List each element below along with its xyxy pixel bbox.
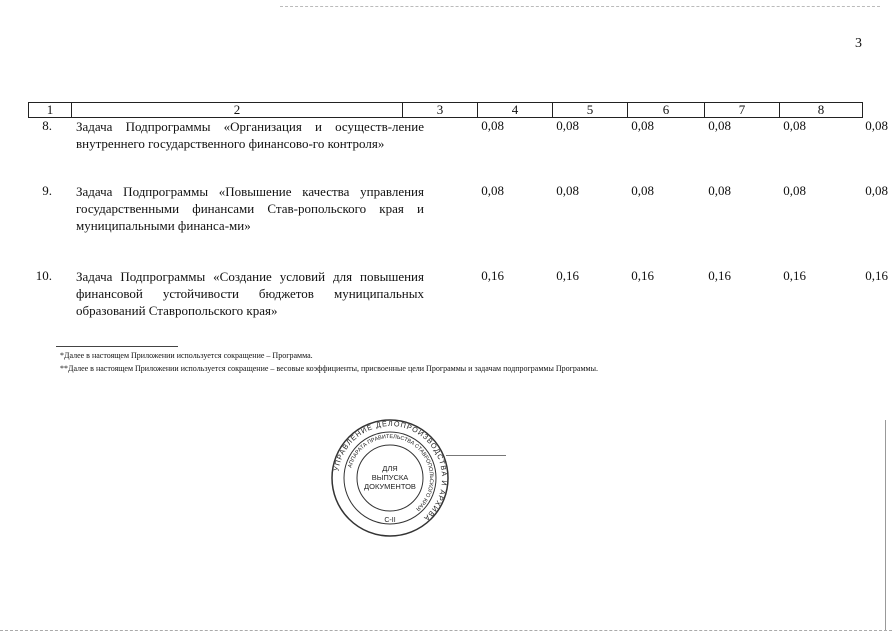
value-col-8: 0,08 bbox=[865, 118, 888, 133]
page-number: 3 bbox=[855, 36, 862, 51]
row-number: 10. bbox=[35, 268, 52, 283]
value-col-7: 0,08 bbox=[783, 118, 806, 133]
header-col-2: 2 bbox=[72, 103, 403, 118]
row-number: 8. bbox=[42, 118, 52, 133]
value-col-5: 0,16 bbox=[631, 268, 654, 283]
scan-edge-right bbox=[885, 420, 886, 630]
header-col-6: 6 bbox=[628, 103, 705, 118]
footnote-divider bbox=[56, 346, 178, 347]
value-col-4: 0,08 bbox=[556, 118, 579, 133]
value-col-8: 0,08 bbox=[865, 183, 888, 198]
row-description: Задача Подпрограммы «Создание условий для повышения финансовой устойчивости бюджетов муниципальных образований Ставропольского края» bbox=[76, 269, 424, 318]
footnotes bbox=[60, 349, 598, 375]
value-col-7: 0,08 bbox=[783, 183, 806, 198]
value-col-3: 0,08 bbox=[481, 118, 504, 133]
value-col-4: 0,08 bbox=[556, 183, 579, 198]
column-number-header bbox=[28, 102, 863, 118]
value-col-5: 0,08 bbox=[631, 183, 654, 198]
stamp-inner-text: АППАРАТА ПРАВИТЕЛЬСТВА СТАВРОПОЛЬСКОГО КРАЯ bbox=[347, 433, 435, 512]
stamp-center-line-3: ДОКУМЕНТОВ bbox=[364, 482, 416, 491]
scan-edge-bottom bbox=[0, 630, 892, 631]
value-col-5: 0,08 bbox=[631, 118, 654, 133]
value-col-7: 0,16 bbox=[783, 268, 806, 283]
header-col-5: 5 bbox=[553, 103, 628, 118]
row-description: Задача Подпрограммы «Организация и осуществ-ление внутреннего государственного финансово-го контроля» bbox=[76, 119, 424, 151]
stamp-outer-text: УПРАВЛЕНИЕ ДЕЛОПРОИЗВОДСТВА И АРХИВА bbox=[331, 418, 450, 524]
value-col-3: 0,16 bbox=[481, 268, 504, 283]
header-col-3: 3 bbox=[403, 103, 478, 118]
value-col-3: 0,08 bbox=[481, 183, 504, 198]
official-stamp bbox=[330, 418, 450, 538]
value-col-6: 0,08 bbox=[708, 118, 731, 133]
stamp-code: С-II bbox=[384, 517, 396, 524]
header-col-7: 7 bbox=[705, 103, 780, 118]
header-col-8: 8 bbox=[780, 103, 863, 118]
footnote-2: **Далее в настоящем Приложении используется сокращение – весовые коэффициенты, присвоенные цели Программы и задачам подпрограммы Программы. bbox=[60, 364, 598, 373]
stamp-center-line-2: ВЫПУСКА bbox=[371, 473, 409, 482]
header-col-4: 4 bbox=[478, 103, 553, 118]
value-col-4: 0,16 bbox=[556, 268, 579, 283]
stamp-signature-line bbox=[446, 455, 506, 456]
value-col-8: 0,16 bbox=[865, 268, 888, 283]
header-col-1: 1 bbox=[29, 103, 72, 118]
value-col-6: 0,08 bbox=[708, 183, 731, 198]
stamp-center-line-1: ДЛЯ bbox=[382, 464, 398, 473]
row-description: Задача Подпрограммы «Повышение качества управления государственными финансами Став-ропольского края и муниципальными финанса-ми» bbox=[76, 184, 424, 233]
row-number: 9. bbox=[42, 183, 52, 198]
scan-edge-top bbox=[280, 6, 880, 7]
footnote-1: *Далее в настоящем Приложении используется сокращение – Программа. bbox=[60, 351, 313, 360]
value-col-6: 0,16 bbox=[708, 268, 731, 283]
